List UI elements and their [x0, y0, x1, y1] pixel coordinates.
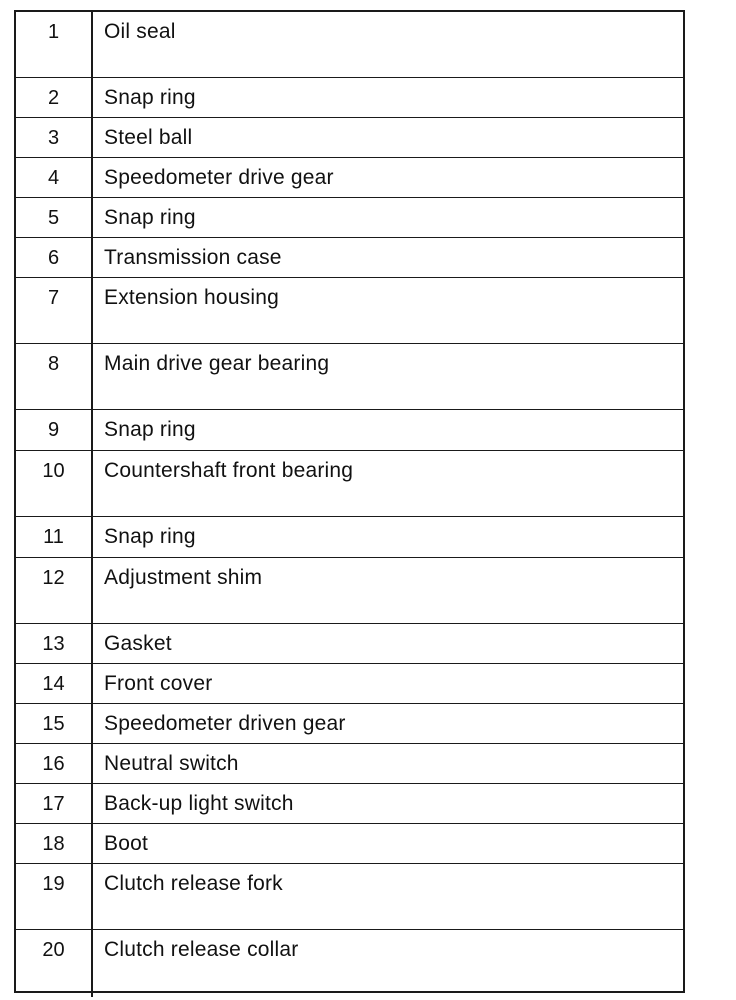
- part-name: Snap ring: [104, 525, 196, 548]
- part-name: Countershaft front bearing: [104, 459, 354, 482]
- part-name: Steel ball: [104, 126, 193, 149]
- part-number: 8: [16, 344, 93, 409]
- part-number: 11: [16, 517, 93, 557]
- table-row: [16, 517, 683, 558]
- table-row: [16, 12, 683, 78]
- table-row: [16, 410, 683, 451]
- table-row: [16, 824, 683, 864]
- parts-table: [14, 10, 685, 993]
- part-name: Main drive gear bearing: [104, 352, 330, 375]
- table-row: [16, 78, 683, 118]
- table-row: [16, 198, 683, 238]
- part-number: 9: [16, 410, 93, 450]
- part-number: 10: [16, 451, 93, 516]
- part-name: Front cover: [104, 672, 213, 695]
- part-number: 7: [16, 278, 93, 343]
- part-number: 4: [16, 158, 93, 197]
- table-row: [16, 238, 683, 278]
- table-row: [16, 278, 683, 344]
- part-name: Boot: [104, 832, 148, 855]
- part-number: 2: [16, 78, 93, 117]
- part-name: Back-up light switch: [104, 792, 294, 815]
- table-row: [16, 451, 683, 517]
- table-row: [16, 930, 683, 997]
- part-name: Clutch release collar: [104, 938, 299, 961]
- part-number: 12: [16, 558, 93, 623]
- part-number: 13: [16, 624, 93, 663]
- part-name: Neutral switch: [104, 752, 239, 775]
- part-name: Adjustment shim: [104, 566, 263, 589]
- table-row: [16, 624, 683, 664]
- table-row: [16, 118, 683, 158]
- table-row: [16, 704, 683, 744]
- part-number: 19: [16, 864, 93, 929]
- table-row: [16, 864, 683, 930]
- part-number: 16: [16, 744, 93, 783]
- part-name: Snap ring: [104, 86, 196, 109]
- part-name: Gasket: [104, 632, 172, 655]
- table-row: [16, 558, 683, 624]
- table-row: [16, 344, 683, 410]
- part-number: 17: [16, 784, 93, 823]
- part-name: Snap ring: [104, 206, 196, 229]
- part-number: 18: [16, 824, 93, 863]
- table-row: [16, 784, 683, 824]
- part-number: 1: [16, 12, 93, 77]
- part-number: 3: [16, 118, 93, 157]
- part-name: Snap ring: [104, 418, 196, 441]
- part-number: 15: [16, 704, 93, 743]
- part-name: Speedometer drive gear: [104, 166, 334, 189]
- part-name: Oil seal: [104, 20, 176, 43]
- part-number: 14: [16, 664, 93, 703]
- part-number: 6: [16, 238, 93, 277]
- table-row: [16, 664, 683, 704]
- part-name: Speedometer driven gear: [104, 712, 346, 735]
- part-number: 20: [16, 930, 93, 997]
- table-row: [16, 744, 683, 784]
- part-number: 5: [16, 198, 93, 237]
- part-name: Extension housing: [104, 286, 280, 309]
- part-name: Transmission case: [104, 246, 282, 269]
- table-row: [16, 158, 683, 198]
- part-name: Clutch release fork: [104, 872, 283, 895]
